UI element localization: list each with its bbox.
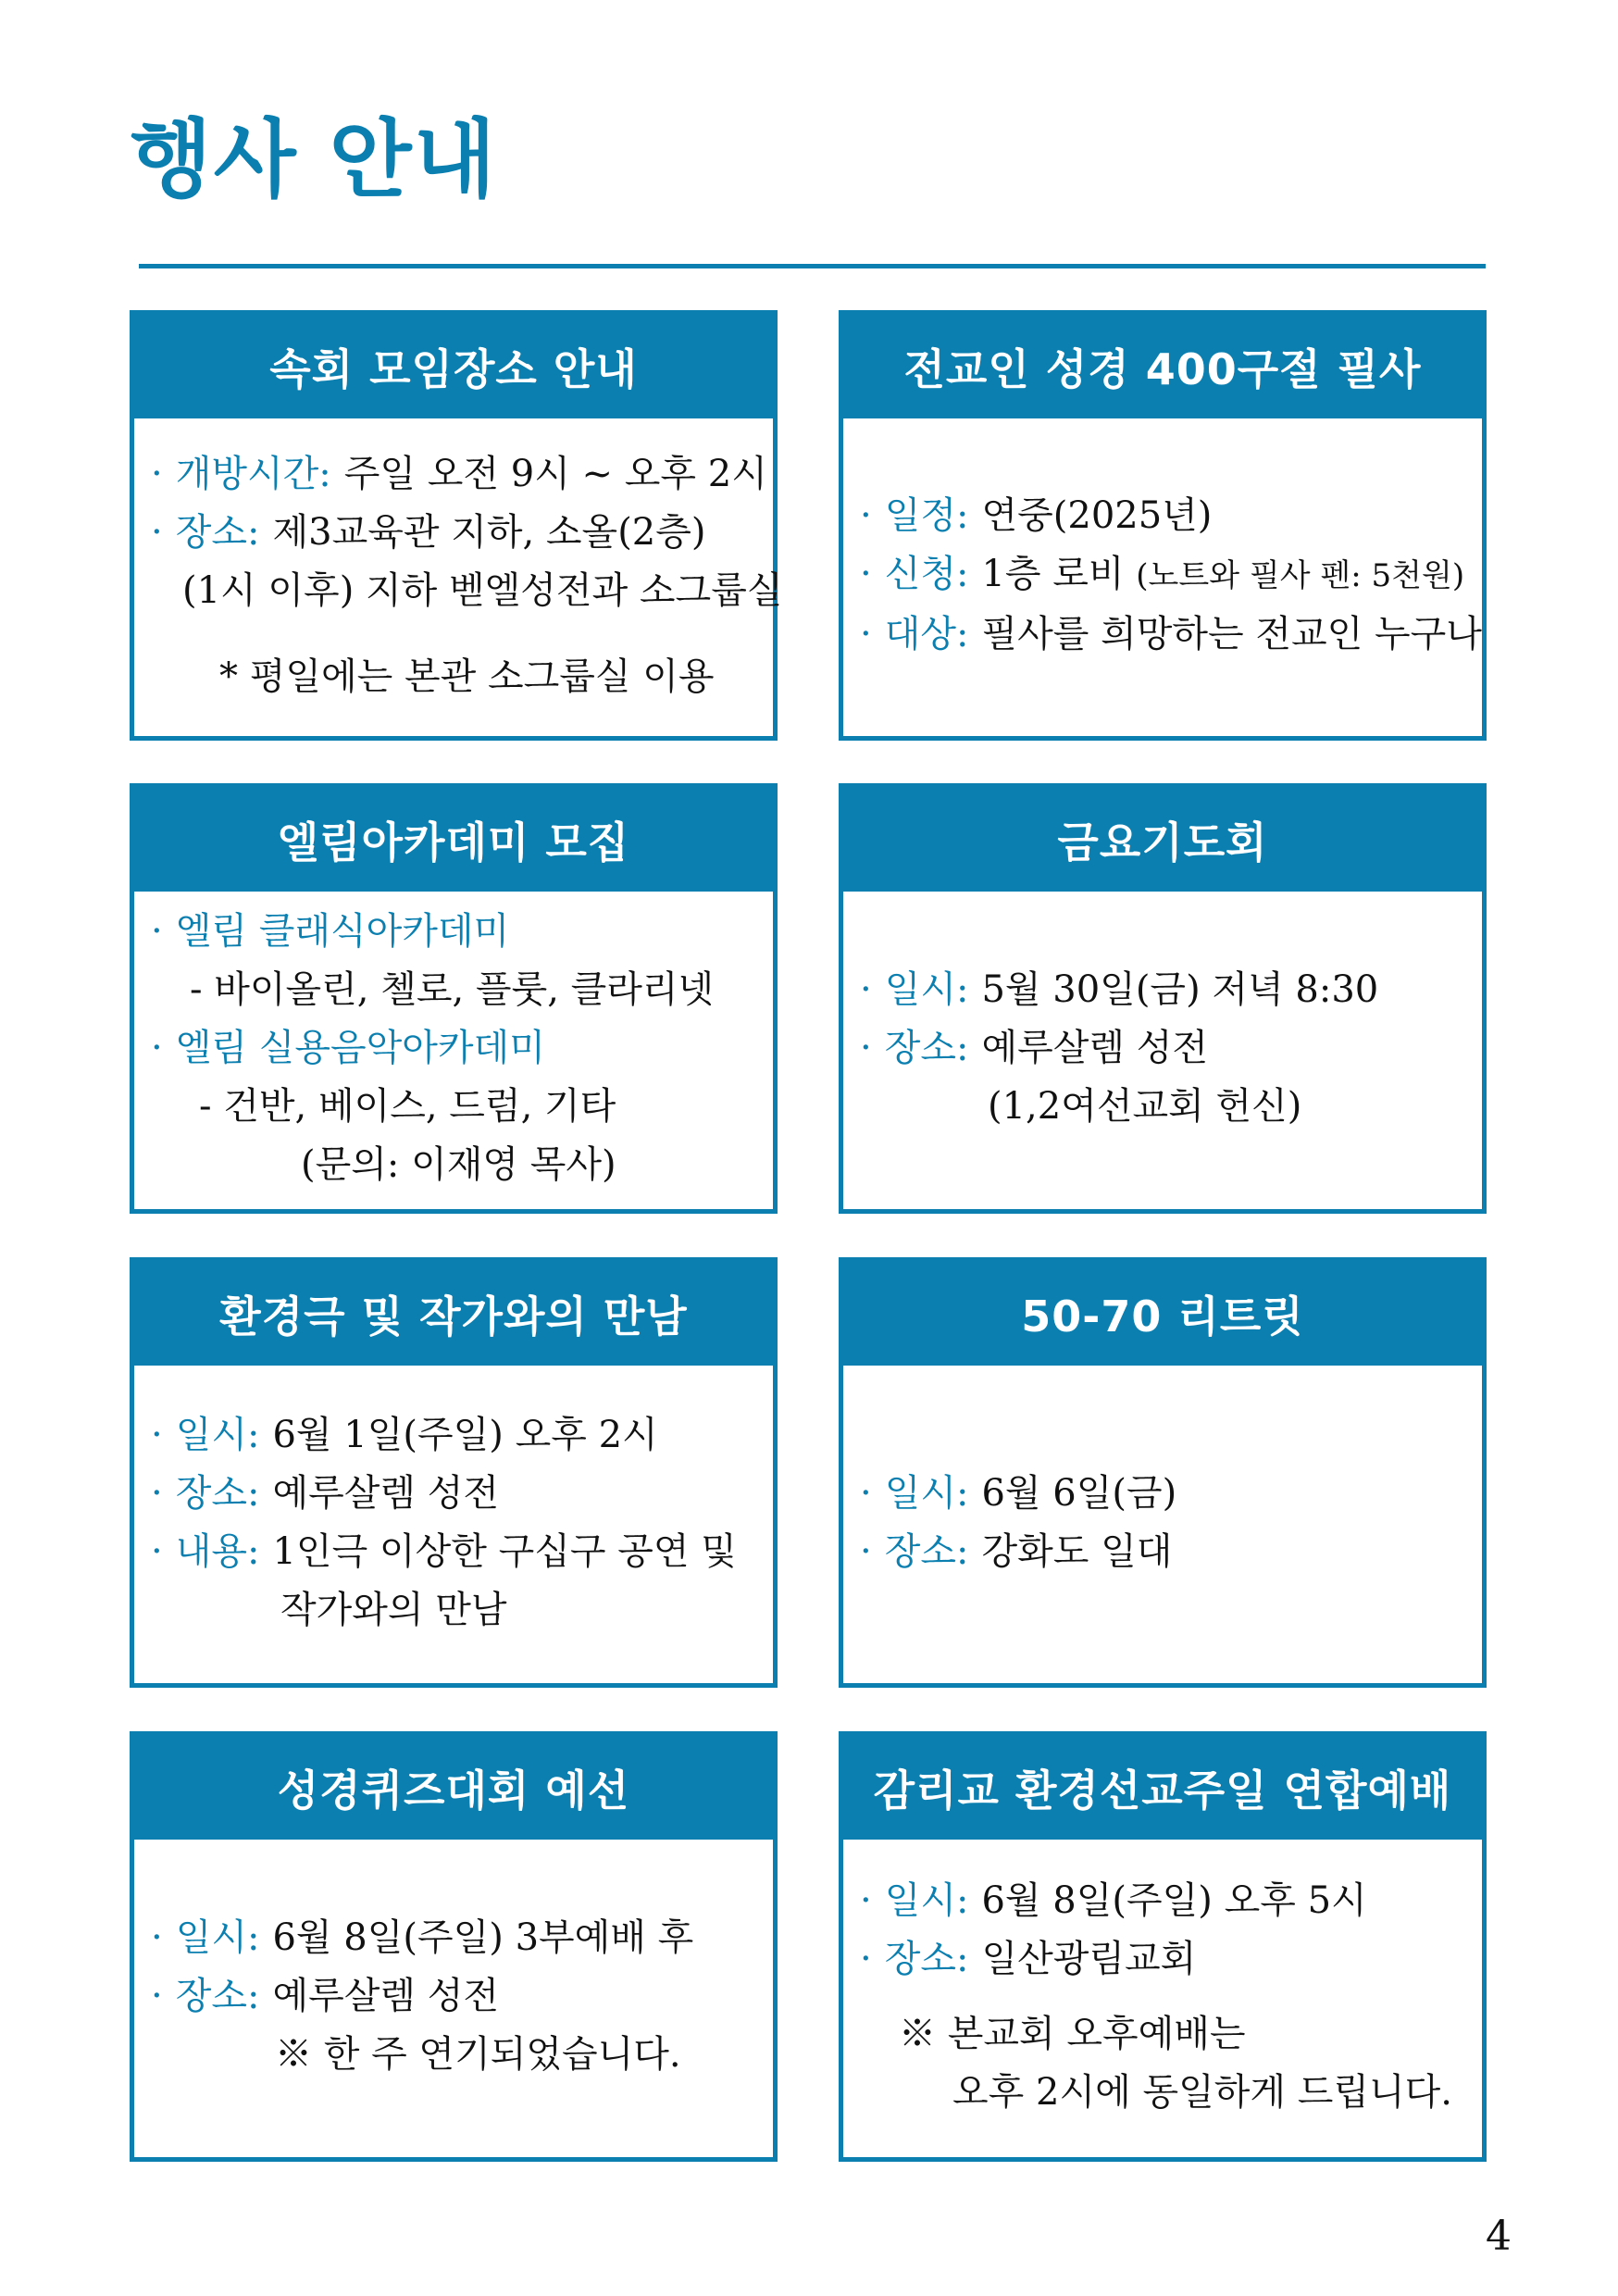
bullet: · [151, 910, 163, 953]
item-value: 5월 30일(금) 저녁 8:30 [981, 968, 1379, 1011]
list-item [151, 1019, 756, 1078]
bullet: · [860, 1529, 872, 1573]
item-value: 예루살렘 성전 [272, 1471, 500, 1515]
page-number: 4 [1486, 2213, 1512, 2260]
list-item [860, 1465, 1465, 1523]
list-item [151, 1523, 756, 1581]
card-note: * 평일에는 본관 소그룹실 이용 [219, 655, 715, 698]
card-body [134, 418, 783, 736]
list-item [860, 1872, 1465, 1930]
item-value: 1인극 이상한 구십구 공연 및 [272, 1529, 737, 1573]
card-title: 속회 모임장소 안내 [134, 315, 773, 418]
item-label: 엘림 실용음악아카데미 [175, 1027, 545, 1069]
bullet: · [860, 553, 872, 595]
bullet: · [151, 452, 163, 495]
item-value: 연중(2025년) [981, 494, 1213, 537]
card-title: 금요기도회 [843, 788, 1482, 892]
event-card-retreat [839, 1257, 1487, 1688]
event-card-joint-worship [839, 1731, 1487, 2162]
bullet: · [860, 1471, 872, 1515]
item-value: 작가와의 만남 [280, 1588, 507, 1631]
card-title: 엘림아카데미 모집 [134, 788, 773, 892]
list-item [151, 961, 756, 1019]
item-value: 6월 1일(주일) 오후 2시 [272, 1413, 658, 1456]
card-body [843, 1366, 1482, 1683]
bullet: · [860, 1937, 872, 1980]
list-item [151, 1406, 756, 1465]
event-card-bible-quiz [130, 1731, 778, 2162]
bullet: · [860, 1878, 872, 1922]
list-item [860, 487, 1465, 545]
item-label: 일시: [175, 1916, 260, 1959]
item-label: 엘림 클래식아카데미 [175, 910, 510, 953]
bullet: · [860, 1027, 872, 1069]
list-item [151, 445, 767, 504]
list-item [860, 545, 1465, 605]
card-note: ※ 본교회 오후예배는 [899, 2012, 1246, 2055]
event-card-bible-transcription [839, 310, 1487, 741]
item-continuation: (1시 이후) 지하 벧엘성전과 소그룹실 [182, 568, 783, 612]
item-label: 일시: [175, 1413, 260, 1456]
item-label: 일정: [884, 494, 969, 537]
card-body [843, 418, 1482, 736]
item-value: - 바이올린, 첼로, 플룻, 클라리넷 [190, 968, 715, 1011]
item-value: (1,2여선교회 헌신) [988, 1085, 1302, 1128]
event-card-elim-academy [130, 783, 778, 1214]
event-card-friday-prayer [839, 783, 1487, 1214]
item-label: 장소: [884, 1027, 969, 1069]
bullet: · [151, 1471, 163, 1515]
card-body [134, 1840, 773, 2157]
item-value: 주일 오전 9시 ~ 오후 2시 [343, 452, 767, 495]
card-title: 감리교 환경선교주일 연합예배 [843, 1736, 1482, 1840]
item-label: 장소: [884, 1529, 969, 1573]
card-title: 50-70 리트릿 [843, 1262, 1482, 1366]
item-label: 일시: [884, 1471, 969, 1515]
card-title: 성경퀴즈대회 예선 [134, 1736, 773, 1840]
item-value-detail: (노트와 필사 펜: 5천원) [1136, 557, 1465, 594]
list-item [151, 1136, 756, 1194]
bullet: · [860, 968, 872, 1011]
list-item [860, 961, 1465, 1019]
list-item [860, 1930, 1465, 1989]
item-label: 장소: [175, 1471, 260, 1515]
card-body [134, 1366, 773, 1683]
item-value: 1층 로비 [981, 553, 1125, 595]
list-item [860, 1523, 1465, 1581]
item-label: 내용: [175, 1529, 260, 1573]
bullet: · [860, 494, 872, 537]
item-value: - 건반, 베이스, 드럼, 기타 [199, 1085, 616, 1128]
bullet: · [860, 613, 872, 655]
item-value: 6월 8일(주일) 오후 5시 [981, 1878, 1367, 1922]
item-value: 제3교육관 지하, 소올(2층) [272, 510, 706, 554]
item-label: 일시: [884, 1878, 969, 1922]
bullet: · [151, 510, 163, 554]
item-label: 신청: [884, 553, 969, 595]
item-label: 장소: [884, 1937, 969, 1980]
item-value: 예루살렘 성전 [272, 1975, 500, 2017]
list-item [151, 504, 756, 562]
item-label: 장소: [175, 1975, 260, 2017]
bullet: · [151, 1027, 163, 1069]
item-value: 필사를 희망하는 전교인 누구나 [981, 613, 1482, 655]
list-item [860, 1019, 1465, 1078]
event-card-cell-gathering [130, 310, 783, 741]
list-item [151, 1465, 756, 1523]
item-value: 6월 6일(금) [981, 1471, 1177, 1515]
item-label: 대상: [884, 613, 969, 655]
card-body [843, 892, 1482, 1209]
list-item [151, 1967, 756, 2026]
item-value: 강화도 일대 [981, 1529, 1173, 1573]
item-label: 개방시간: [175, 452, 331, 495]
item-label: 장소: [175, 510, 260, 554]
item-value: 일산광림교회 [981, 1937, 1197, 1980]
event-card-eco-drama [130, 1257, 778, 1688]
item-value: (문의: 이재영 목사) [301, 1143, 616, 1186]
item-value: 예루살렘 성전 [981, 1027, 1209, 1069]
card-note: ※ 한 주 연기되었습니다. [275, 2033, 681, 2076]
card-title: 환경극 및 작가와의 만남 [134, 1262, 773, 1366]
card-note-continuation: 오후 2시에 동일하게 드립니다. [952, 2070, 1452, 2114]
list-item [151, 903, 756, 961]
card-body [134, 892, 773, 1209]
bullet: · [151, 1529, 163, 1573]
card-title: 전교인 성경 400구절 필사 [843, 315, 1482, 418]
title-divider [139, 264, 1486, 268]
list-item [860, 605, 1482, 664]
bullet: · [151, 1413, 163, 1456]
card-body [843, 1840, 1482, 2157]
list-item [860, 1078, 1465, 1136]
bullet: · [151, 1975, 163, 2017]
list-item [151, 1581, 756, 1640]
list-item [151, 1909, 756, 1967]
item-value: 6월 8일(주일) 3부예배 후 [272, 1916, 694, 1959]
item-label: 일시: [884, 968, 969, 1011]
page-title: 행사 안내 [130, 110, 498, 209]
bullet: · [151, 1916, 163, 1959]
list-item [151, 1078, 756, 1136]
